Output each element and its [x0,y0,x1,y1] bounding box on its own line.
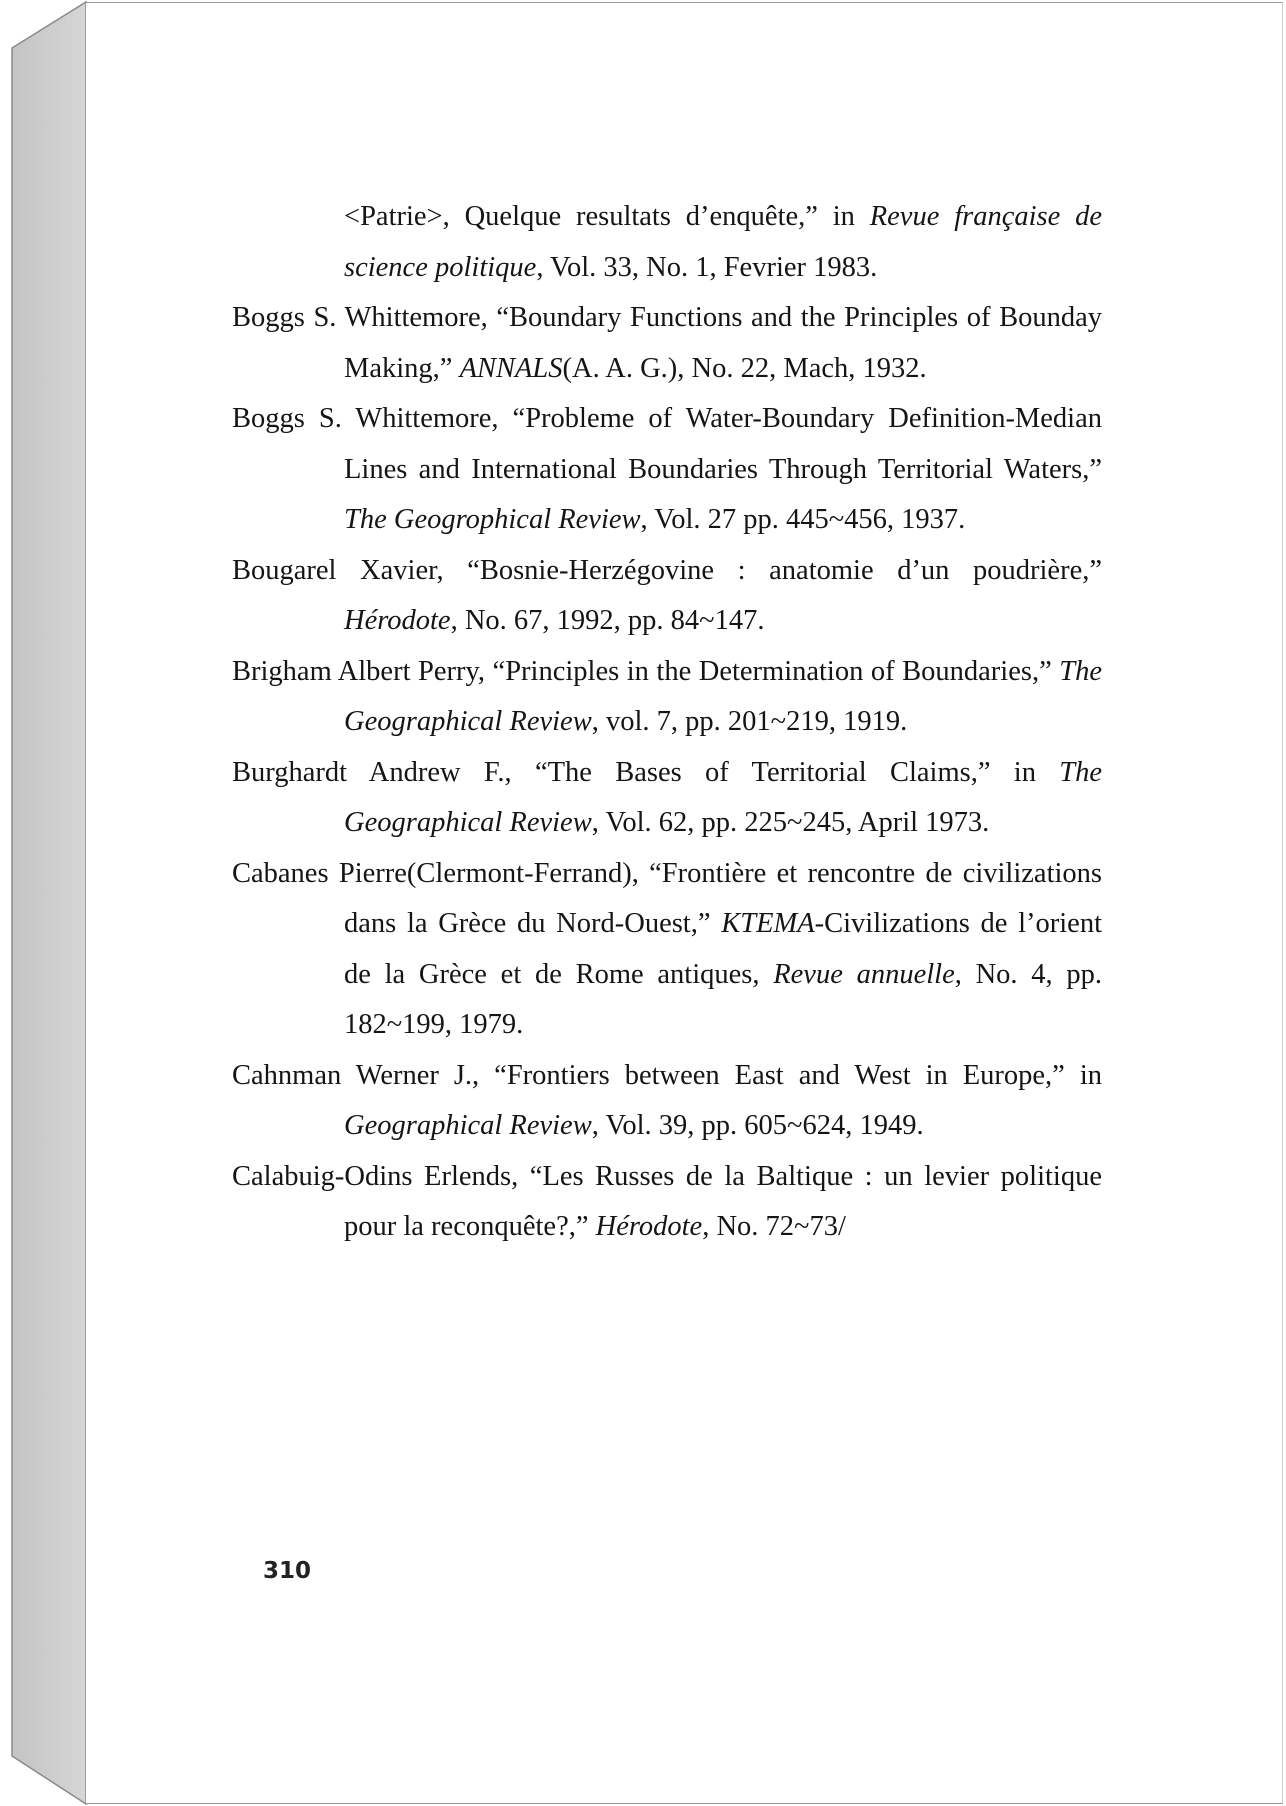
entry-title-italic: ANNALS [459,352,563,384]
entry-title-italic: The Geogrophical Review [344,504,641,535]
bibliography-entry [232,1152,1102,1253]
page-number: 310 [263,1558,312,1584]
entry-title-italic: The Geographical Review [344,756,1102,838]
entry-text: (A. A. G.), No. 22, Mach, 1932. [562,352,927,384]
book-spine-shade [12,2,86,1804]
entry-title-italic: Hérodote [595,1211,703,1242]
bibliography-entry [232,849,1102,1051]
entry-text: , No. 72~73/ [702,1211,846,1242]
entry-title-italic: Revue annuelle [773,958,955,990]
bibliography-entry [232,1051,1102,1152]
entry-text: , No. 4, pp. 182~199, 1979. [344,958,1103,1040]
entry-text: , Vol. 62, pp. 225~245, April 1973. [591,807,990,838]
bibliography-list [232,192,1102,1253]
bibliography-entry [232,192,1102,293]
entry-text: Cahnman Werner J., “Frontiers between East and West in Europe,” in [232,1059,1102,1091]
bibliography-entry [232,293,1102,394]
entry-text: Brigham Albert Perry, “Principles in the Determination of Boundaries,” [232,655,1060,687]
entry-text: , Vol. 39, pp. 605~624, 1949. [591,1110,924,1141]
bibliography-entry [232,748,1102,849]
entry-text: Boggs S. Whittemore, “Probleme of Water-Boundary Definition-Median Lines and International Boundaries Through Territorial Waters,” [232,403,1102,485]
entry-text: , Vol. 33, No. 1, Fevrier 1983. [536,251,878,283]
bibliography-entry [232,647,1102,748]
entry-title-italic: Hérodote [344,605,451,636]
entry-text: , No. 67, 1992, pp. 84~147. [450,605,765,636]
entry-text: <Patrie>, Quelque resultats d’enquête,” in [344,201,870,232]
entry-title-italic: Geographical Review [344,1110,592,1141]
entry-title-italic: The Geographical Review [344,655,1102,737]
entry-text: Cabanes Pierre(Clermont-Ferrand), “Frontière et rencontre de civilizations dans la Grèce du Nord-Ouest,” [232,857,1102,939]
bibliography-entry [232,394,1102,546]
entry-text: Bougarel Xavier, “Bosnie-Herzégovine : anatomie d’un poudrière,” [232,554,1102,586]
bibliography-entry [232,546,1102,647]
entry-text: , Vol. 27 pp. 445~456, 1937. [640,504,966,535]
entry-text: , vol. 7, pp. 201~219, 1919. [591,706,908,737]
entry-title-italic: Revue française de science politique [344,201,1102,283]
entry-text: Calabuig-Odins Erlends, “Les Russes de la Baltique : un levier politique pour la reconquête?,” [232,1160,1102,1242]
entry-text: -Civilizations de l’orient de la Grèce et de Rome antiques, [344,908,1102,990]
entry-text: Boggs S. Whittemore, “Boundary Functions and the Principles of Bounday Making,” [232,302,1102,384]
entry-text: Burghardt Andrew F., “The Bases of Territorial Claims,” in [232,756,1060,788]
entry-title-italic: KTEMA [721,908,815,939]
